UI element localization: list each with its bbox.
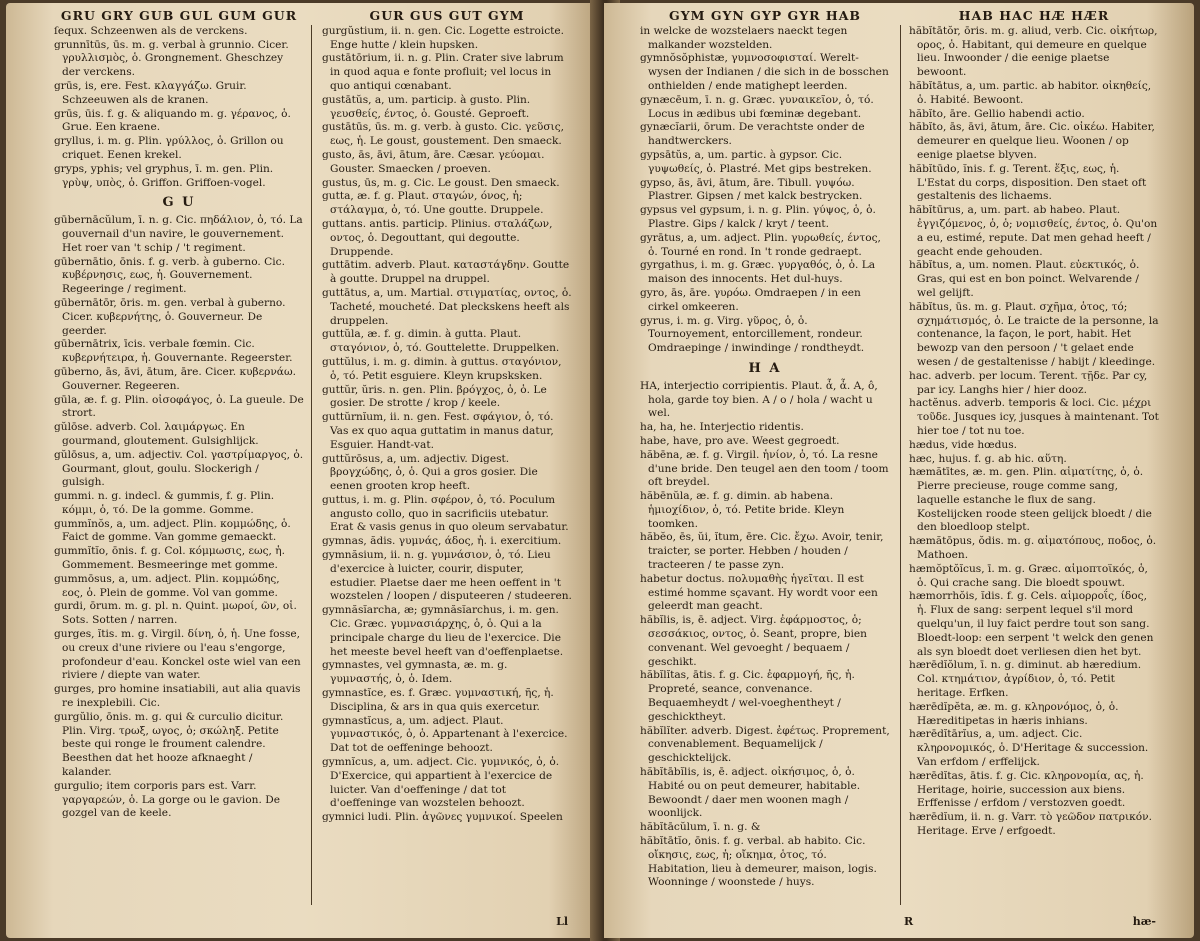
dictionary-entry: gyrātus, a, um. adject. Plin. γυρωθείς, έντος, ὁ. Tourné en rond. In 't ronde gedraept. — [640, 231, 881, 258]
dictionary-entry: hăbĭtābĭlis, is, ē. adject. οἰκήσιμος, ὁ, ὁ. Habité ou on peut demeurer, habitable. Bewoondt / daer men woonen magh / woonlijck. — [640, 766, 861, 820]
dictionary-entry: gustātūs, ūs. m. g. verb. à gusto. Cic. γεῦσις, εως, ἡ. Le goust, goustement. Den smaeck. — [322, 121, 565, 148]
entry-list — [322, 25, 572, 825]
dictionary-entry: hăbĭtātus, a, um. partic. ab habitor. οἰκηθείς, ὁ. Habité. Bewoont. — [909, 79, 1152, 106]
running-head: GUR GUS GUT GYM — [369, 9, 525, 23]
dictionary-entry: gynæcēum, ī. n. g. Græc. γυναικεῖον, ὁ, τό. Locus in ædibus ubi fœminæ degebant. — [640, 93, 874, 120]
dictionary-entry: gurgulio; item corporis pars est. Varr. γαργαρεών, ὁ. La gorge ou le gavion. De gozgel van de keele. — [54, 779, 280, 820]
dictionary-entry: hæmŏptŏĭcus, ī. m. g. Græc. αἱμοπτοϊκός, ὁ, ὁ. Qui crache sang. Die bloedt spouwt. — [909, 562, 1148, 589]
catchword: hæ- — [1132, 915, 1156, 928]
dictionary-entry: gutta, æ. f. g. Plaut. σταγών, όνος, ἡ; στάλαγμα, ὁ, τό. Une goutte. Druppele. — [322, 190, 544, 217]
dictionary-entry: gyrgathus, i. m. g. Græc. γυργαθός, ὁ, ὁ. La maison des innocents. Het dul-huys. — [640, 259, 876, 286]
dictionary-entry: gymnĭcus, a, um. adject. Cic. γυμνικός, ὁ, ὁ. D'Exercice, qui appartient à l'exercice de luicter. Van d'oeffeninge / dat tot d'oeffeninge van wozstelen behoozt. — [322, 756, 560, 810]
dictionary-entry: guttans. antis. particip. Plinius. σταλάζων, οντος, ὁ. Degouttant, qui degoutte. Druppende. — [322, 217, 553, 258]
dictionary-entry: gymnici ludi. Plin. ἀγῶνες γυμνικοί. Speelen — [322, 811, 563, 824]
dictionary-entry: hærēdĭtas, ātis. f. g. Cic. κληρονομία, ας, ἡ. Heritage, hoirie, succession aux biens. Erffenisse / erfdom / verstozven goedt. — [909, 769, 1144, 810]
dictionary-entry: ſequx. Schzeenwen als de verckens. — [54, 24, 248, 37]
dictionary-entry: hăbĭto, āre. Gellio habendi actio. — [909, 107, 1085, 120]
dictionary-entry: in welcke de wozstelaers naeckt tegen malkander wozstelden. — [640, 24, 848, 51]
dictionary-entry: hærēdĭŏlum, ī. n. g. diminut. ab hæredium. Col. κτημάτιον, ἀγρίδιον, ὁ, τό. Petit heritage. Erfken. — [909, 659, 1142, 700]
dictionary-entry: gustātŭs, a, um. particip. à gusto. Plin. γευσθείς, έντος, ὁ. Gousté. Geproeft. — [322, 93, 531, 120]
signature-mark: R — [904, 915, 914, 928]
dictionary-entry: grunnītūs, ūs. m. g. verbal à grunnio. Cicer. γρυλλισμὸς, ὁ. Grongnement. Gheschzey der verckens. — [54, 38, 289, 79]
dictionary-entry: gymnăsĭarcha, æ; gymnăsĭarchus, i. m. gen. Cic. Græc. γυμνασιάρχης, ὁ, ὁ. Qui a la principale charge du lieu de l'exercice. Die het meeste bevel heeft van d'oeffenplaetse. — [322, 604, 564, 658]
dictionary-entry: gūberno, ās, āvi, ātum, āre. Cicer. κυβερνάω. Gouverner. Regeeren. — [54, 365, 296, 392]
entry-list — [909, 25, 1159, 839]
left-column-2 — [322, 9, 572, 929]
dictionary-entry: gūbernātrix, īcis. verbale fœmin. Cic. κυβερνήτειρα, ἡ. Gouvernante. Regeerster. — [54, 338, 293, 365]
dictionary-entry: hăbĭlis, is, ē. adject. Virg. ἐφάρμοστος, ὁ; σεσσάκιος, οντος, ὁ. Seant, propre, bien convenant. Wel gevoeght / bequaem / geschikt. — [640, 614, 867, 668]
column-rule — [900, 25, 901, 905]
dictionary-entry: gustus, ūs, m. g. Cic. Le goust. Den smaeck. — [322, 176, 560, 189]
dictionary-entry: guttŭrōsus, a, um. adjectiv. Digest. βρογχώδης, ὁ, ὁ. Qui a gros gosier. Die eenen grooten krop heeft. — [322, 452, 538, 493]
left-page — [6, 3, 596, 938]
entry-list — [54, 214, 304, 821]
dictionary-entry: gurges, ĭtis. m. g. Virgil. δίνη, ὁ, ἡ. Une fosse, ou creux d'une riviere ou l'eau s'engorge, profondeur d'eau. Konckel oste wiel van een riviere / diepte van water. — [54, 628, 301, 682]
dictionary-entry: gurgŭlio, ōnis. m. g. qui & curculio dicitur. Plin. Virg. τρωξ, ωγος, ὁ; σκώληξ. Petite beste qui ronge le froument calendre. Beesthen dat het hooze afknaeght / kalander. — [54, 710, 284, 779]
dictionary-entry: hactĕnus. adverb. temporis & loci. Cic. μέχρι τοῦδε. Jusques icy, jusques à maintenant. Tot hier toe / tot nu toe. — [909, 397, 1159, 437]
dictionary-entry: hăbĭlĭter. adverb. Digest. ἐφέτως. Proprement, convenablement. Bequamelijck / geschicktelijck. — [640, 724, 890, 765]
right-column-1 — [640, 9, 890, 929]
dictionary-entry: grūs, is, ere. Fest. κλαγγάζω. Gruir. Schzeeuwen als de kranen. — [54, 79, 247, 106]
dictionary-entry: habetur doctus. πολυμαθὴς ἡγεῖται. Il est estimé homme sçavant. Hy wordt voor een geleerdt man geacht. — [640, 572, 878, 613]
dictionary-entry: hăbĭtātĭo, ōnis. f. g. verbal. ab habito. Cic. οἴκησις, εως, ἡ; οἴκημα, ὁτος, τό. Habitation, lieu à demeurer, maison, logis. Woonninge / woonstede / huys. — [640, 835, 877, 889]
dictionary-entry: hædus, vide hœdus. — [909, 438, 1018, 451]
entry-list — [640, 25, 890, 356]
dictionary-entry: hăbĭlĭtas, ātis. f. g. Cic. ἐφαρμογή, ῆς, ἡ. Propreté, seance, convenance. Bequaemheydt / wel-voeghentheyt / geschicktheyt. — [640, 669, 855, 723]
dictionary-entry: gryps, yphis; vel gryphus, ī. m. gen. Plin. γρὺψ, υπὸς, ὁ. Griffon. Griffoen-vogel. — [54, 162, 274, 189]
dictionary-entry: hæmătōpus, ŏdis. m. g. αἱματόπους, ποδος, ὁ. Mathoen. — [909, 535, 1157, 562]
signature-mark: Ll — [556, 915, 568, 928]
dictionary-entry: gūbernātio, ōnis. f. g. verb. à guberno. Cic. κυβέρνησις, εως, ἡ. Gouvernement. Regeeringe / regiment. — [54, 255, 285, 296]
dictionary-entry: hăbĭtus, ūs. m. g. Plaut. σχῆμα, ὁτος, τό; σχημάτισμός, ὁ. Le traicte de la personne, la contenance, la façon, le port, habit. Het bewozp van den persoon / 't gelaet ende wesen / de gestaltenisse / habijt / kleedinge. — [909, 300, 1159, 368]
dictionary-entry: ha, ha, he. Interjectio ridentis. — [640, 421, 804, 434]
dictionary-entry: guttātus, a, um. Martial. στιγματίας, οντος, ὁ. Tacheté, moucheté. Dat pleckskens heeft als druppelen. — [322, 286, 572, 327]
dictionary-entry: hærēdĭpĕta, æ. m. g. κληρονόμος, ὁ, ὁ. Hæreditipetas in hæris inhians. — [909, 700, 1119, 727]
dictionary-entry: hăbĭtātŏr, ōris. m. g. aliud, verb. Cic. οἰκήτωρ, ορος, ὁ. Habitant, qui demeure en quelque lieu. Inwoonder / die eenige plaetse bewoont. — [909, 24, 1158, 79]
dictionary-entry: hăbĕo, ēs, ŭi, ĭtum, ēre. Cic. ἔχω. Avoir, tenir, traicter, se porter. Hebben / houden / tracteeren / te passe zyn. — [640, 531, 884, 572]
dictionary-entry: gymnas, ădis. γυμνάς, άδος, ἡ. i. exercitium. — [322, 535, 562, 548]
dictionary-entry: gypsātŭs, a, um. partic. à gypsor. Cic. γυψωθείς, ὁ. Plastré. Met gips bestreken. — [640, 148, 872, 175]
dictionary-entry: gummĭtĭo, ōnis. f. g. Col. κόμμωσις, εως, ἡ. Gommement. Besmeeringe met gomme. — [54, 545, 285, 572]
dictionary-entry: gummōsus, a, um. adject. Plin. κομμώδης, εος, ὁ. Plein de gomme. Vol van gomme. — [54, 572, 280, 599]
dictionary-entry: gynæcĭarii, ōrum. De verachtste onder de handtwerckers. — [640, 121, 865, 148]
dictionary-entry: guttŭrnĭum, ii. n. gen. Fest. σφάγιον, ὁ, τό. Vas ex quo aqua guttatim in manus datur, Esguier. Handt-vat. — [322, 411, 554, 451]
column-rule — [311, 25, 312, 905]
dictionary-entry: hăbĭto, ās, āvi, ātum, āre. Cic. οἰκέω. Habiter, demeurer en quelque lieu. Woonen / op eenige plaetse blyven. — [909, 121, 1155, 161]
running-head: GRU GRY GUB GUL GUM GUR — [60, 9, 298, 23]
right-column-2 — [909, 9, 1159, 929]
section-heading: H A — [748, 360, 782, 376]
dictionary-entry: gypsus vel gypsum, i. n. g. Plin. γύψος, ὁ, ὁ. Plastre. Gips / kalck / kryt / teent. — [640, 204, 876, 230]
dictionary-entry: habe, have, pro ave. Weest gegroedt. — [640, 434, 840, 447]
dictionary-entry: guttātim. adverb. Plaut. καταστάγδην. Goutte à goutte. Druppel na druppel. — [322, 259, 570, 286]
dictionary-entry: gyrus, i. m. g. Virg. γῦρος, ὁ, ὁ. Tournoyement, entorcillement, rondeur. Omdraepinge / inwindinge / rondtheydt. — [640, 314, 865, 355]
dictionary-entry: gymnastes, vel gymnasta, æ. m. g. γυμναστής, ὁ, ὁ. Idem. — [322, 659, 508, 686]
dictionary-entry: gryllus, i. m. g. Plin. γρύλλος, ὁ. Grillon ou criquet. Eenen krekel. — [54, 135, 284, 161]
section-heading: G U — [162, 195, 196, 211]
running-head: HAB HAC HÆ HÆR — [958, 9, 1110, 23]
dictionary-entry: hăbĭtūrus, a, um. part. ab habeo. Plaut. ἐγγιζόμενος, ὁ, ὁ; νομισθείς, έντος, ὁ. Qu'on a eu, estimé, repute. Dat men gehad heeft / geacht ende gehouden. — [909, 204, 1158, 258]
dictionary-entry: grūs, ūis. f. g. & aliquando m. g. γέρανος, ὁ. Grue. Een kraene. — [54, 107, 291, 134]
dictionary-entry: gymnăsium, ii. n. g. γυμνάσιον, ὁ, τό. Lieu d'exercice à luicter, courir, disputer, estudier. Plaetse daer me heen oeffent in 't wozstelen / loopen / disputeeren / studeeren. — [322, 549, 572, 603]
running-head: GYM GYN GYP GYR HAB — [669, 9, 861, 23]
dictionary-entry: hærēdĭtārĭus, a, um. adject. Cic. κληρονομικός, ὁ. D'Heritage & succession. Van erfdom / erffelijck. — [909, 728, 1149, 769]
dictionary-entry: hac. adverb. per locum. Terent. τῇδε. Par cy, par icy. Langhs hier / hier dooz. — [909, 369, 1148, 396]
entry-list — [640, 380, 890, 890]
dictionary-entry: gurgŭstium, ii. n. gen. Cic. Logette estroicte. Enge hutte / klein hupsken. — [322, 24, 565, 51]
dictionary-entry: gypso, ās, āvi, ātum, āre. Tibull. γυψόω. Plastrer. Gipsen / met kalck bestrycken. — [640, 176, 863, 203]
dictionary-entry: gurdi, ōrum. m. g. pl. n. Quint. μωροί, ῶν, οἱ. Sots. Sotten / narren. — [54, 600, 297, 627]
left-column-1 — [54, 9, 304, 929]
dictionary-entry: gymnastĭcus, a, um. adject. Plaut. γυμναστικός, ὁ, ὁ. Appartenant à l'exercice. Dat tot de oeffeninge behoozt. — [322, 714, 568, 755]
dictionary-entry: gūbernātōr, ōris. m. gen. verbal à guberno. Cicer. κυβερνήτης, ὁ. Gouverneur. De geerder. — [54, 296, 286, 337]
dictionary-entry: hæmătītes, æ. m. gen. Plin. αἱματίτης, ὁ, ὁ. Pierre precieuse, rouge comme sang, laquelle estanche le flux de sang. Kostelijcken roode steen gelijck bloedt / die den bloedloop stelpt. — [909, 466, 1152, 534]
entry-list — [54, 25, 304, 191]
dictionary-entry: hæc, hujus. f. g. ab hic. αὕτη. — [909, 452, 1067, 465]
dictionary-entry: gummi. n. g. indecl. & gummis, f. g. Plin. κόμμι, ὁ, τό. De la gomme. Gomme. — [54, 490, 275, 516]
dictionary-entry: gusto, ās, āvi, ātum, āre. Cæsar. γεύομαι. Gouster. Smaecken / proeven. — [322, 148, 545, 175]
dictionary-entry: gŭlōsus, a, um. adjectiv. Col. γαστρίμαργος, ὁ. Gourmant, glout, goulu. Slockerigh / gulsigh. — [54, 448, 304, 489]
dictionary-entry: gymnŏsŏphistæ, γυμνοσοφισταί. Werelt-wysen der Indianen / die sich in de bosschen onthielden / ende matighept leerden. — [640, 52, 889, 92]
dictionary-entry: gūbernācŭlum, ī. n. g. Cic. πηδάλιον, ὁ, τό. La gouvernail d'un navire, le gouvernement. Het roer van 't schip / 't regiment. — [54, 214, 303, 254]
dictionary-entry: hăbēnŭla, æ. f. g. dimin. ab habena. ἡμιοχίδιον, ὁ, τό. Petite bride. Kleyn toomken. — [640, 490, 845, 530]
dictionary-entry: hăbēna, æ. f. g. Virgil. ἡνίον, ὁ, τό. La resne d'une bride. Den teugel aen den toom / toom oft breydel. — [640, 448, 889, 489]
dictionary-entry: hăbĭtācŭlum, ī. n. g. & — [640, 821, 761, 834]
dictionary-entry: guttŭr, ŭris. n. gen. Plin. βρόγχος, ὁ, ὁ. Le gosier. De strotte / krop / keele. — [322, 383, 547, 410]
dictionary-entry: gummĭnŏs, a, um. adject. Plin. κομμώδης, ὁ. Faict de gomme. Van gomme gemaeckt. — [54, 517, 291, 544]
dictionary-entry: hæmorrhŏis, ĭdis. f. g. Cels. αἱμορροΐς, ίδος, ἡ. Flux de sang: serpent lequel s'il mord quelqu'un, il luy faict perdre tout son sang. Bloedt-loop: een serpent 't welck den genen als syn bloedt doet verliesen dien het byt. — [909, 590, 1154, 658]
right-page — [604, 3, 1194, 938]
dictionary-entry: gŭlōse. adverb. Col. λαιμάργως. En gourmand, gloutement. Gulsighlijck. — [54, 421, 259, 447]
dictionary-entry: gustātōrium, ii. n. g. Plin. Crater sive labrum in quod aqua e fonte profluit; vel locus in quo antiqui cœnabant. — [322, 52, 564, 92]
dictionary-entry: gurges, pro homine insatiabili, aut alia quavis re inexplebili. Cic. — [54, 683, 301, 710]
dictionary-entry: gymnastĭce, es. f. Græc. γυμναστική, ῆς, ἡ. Disciplina, & ars in qua quis exercetur. — [322, 687, 554, 713]
dictionary-entry: guttŭlus, i. m. g. dimin. à guttus. σταγόνιον, ὁ, τό. Petit esguiere. Kleyn krupsksken. — [322, 355, 562, 382]
dictionary-entry: gūla, æ. f. g. Plin. οἰσοφάγος, ὁ. La gueule. De strort. — [54, 393, 304, 420]
dictionary-entry: HA, interjectio corripientis. Plaut. ἆ, ἆ. A, ô, hola, garde toy bien. A / o / hola / wacht u wel. — [640, 379, 878, 420]
dictionary-entry: hærēdĭum, ii. n. g. Varr. τὸ γεῶδον πατρικόν. Heritage. Erve / erfgoedt. — [909, 811, 1152, 838]
dictionary-entry: hăbĭtus, a, um. nomen. Plaut. εὐεκτικός, ὁ. Gras, qui est en bon poinct. Welvarende / wel gelijft. — [909, 259, 1140, 299]
dictionary-entry: hăbĭtūdo, ĭnis. f. g. Terent. ἕξις, εως, ἡ. L'Estat du corps, disposition. Den staet oft gestaltenis des lichaems. — [909, 162, 1147, 203]
dictionary-entry: guttus, i. m. g. Plin. σφέρον, ὁ, τό. Poculum angusto collo, quo in sacrificiis utebatur. Erat & vasis genus in quo oleum servabatur. — [322, 493, 569, 534]
dictionary-entry: gyro, ās, āre. γυρόω. Omdraepen / in een cirkel omkeeren. — [640, 286, 861, 313]
dictionary-entry: guttŭla, æ. f. g. dimin. à gutta. Plaut. σταγόνιον, ὁ, τό. Gouttelette. Druppelken. — [322, 328, 560, 355]
